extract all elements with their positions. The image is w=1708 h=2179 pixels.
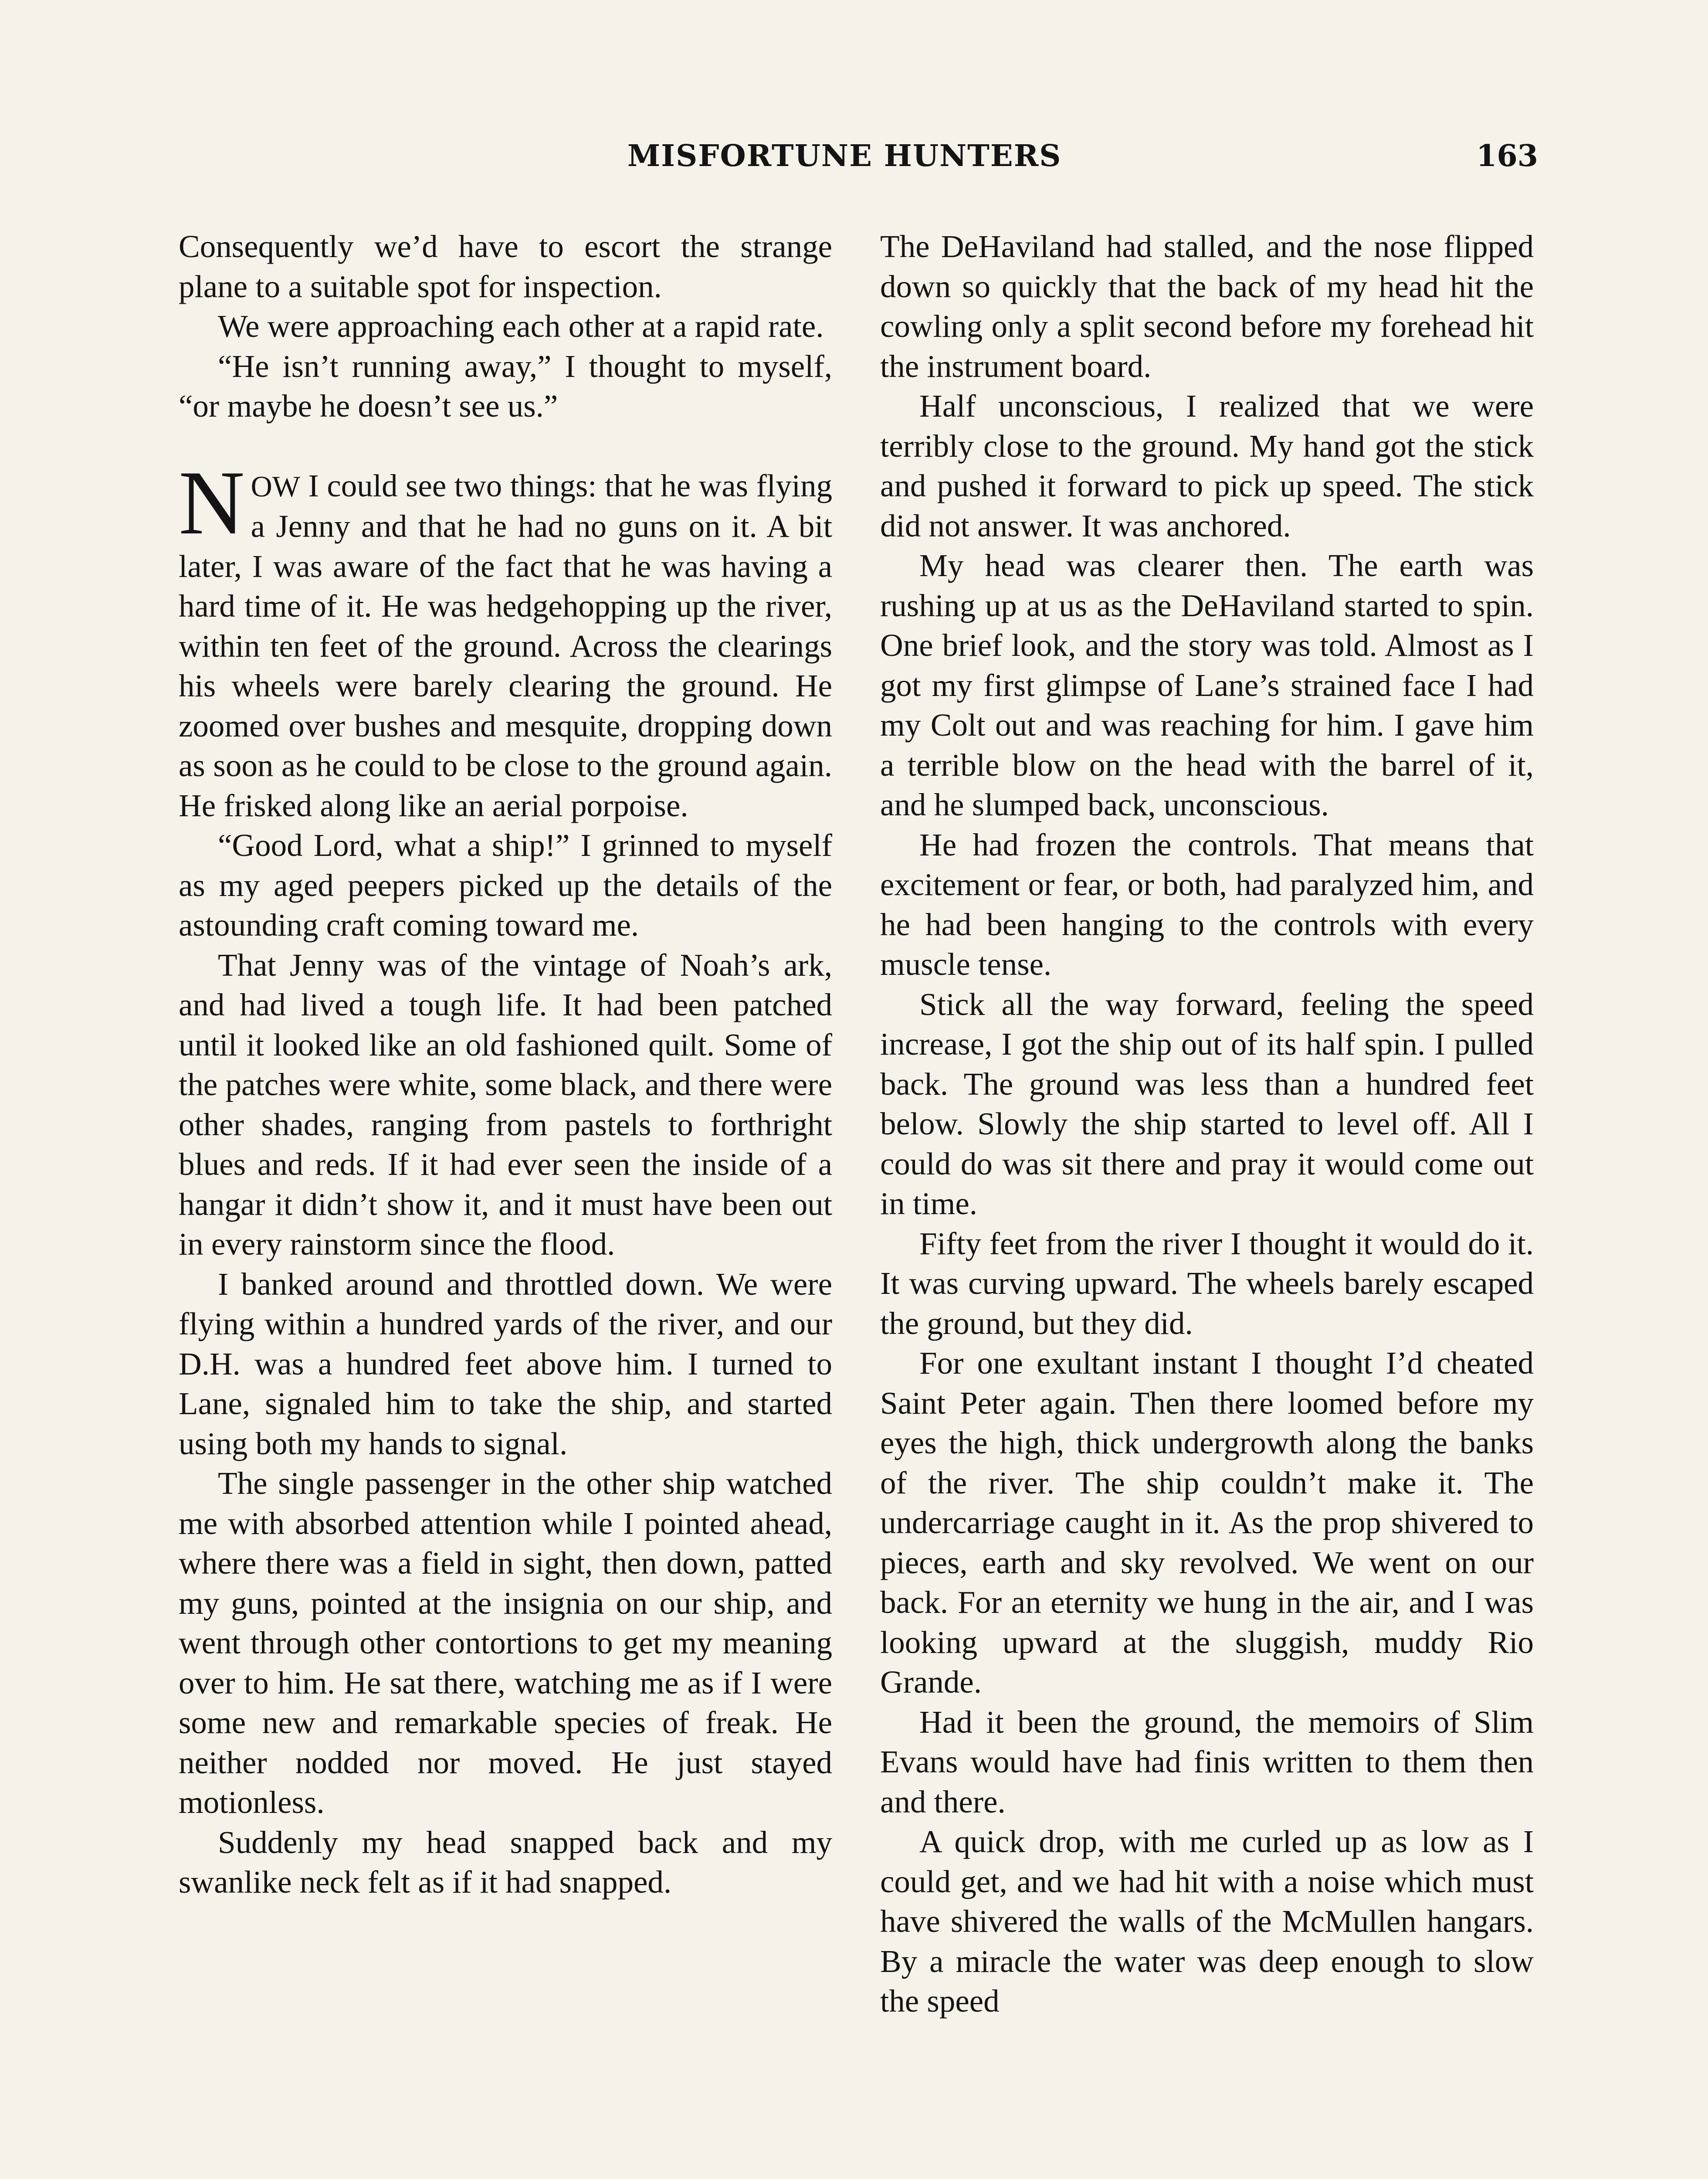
paragraph: Stick all the way forward, feeling the speed increase, I got the ship out of its half spin. I pulled back. The ground was less than a hundred feet below. Slowly the ship started to level off. All I could do was sit there and pray it would come out in time. [880,986,1534,1221]
drop-cap: N [179,452,245,553]
page-number: 163 [1476,139,1538,173]
paragraph: Fifty feet from the river I thought it would do it. It was curving upward. The wheels barely escaped the ground, but they did. [880,1225,1534,1341]
paragraph: Suddenly my head snapped back and my swanlike neck felt as if it had snapped. [179,1824,832,1900]
paragraph-text: I could see two things: that he was flying a Jenny and that he had no guns on it. A bit later, I was aware of the fact that he was having a hard time of it. He was hedgehopping up the river, within ten feet of the ground. Across the clearings his wheels were barely clearing the ground. He zoomed over bushes and mesquite, dropping down as soon as he could to be close to the ground again. He frisked along like an aerial porpoise. [179,468,832,823]
paragraph: We were approaching each other at a rapid rate. [218,309,824,344]
paragraph: “Good Lord, what a ship!” I grinned to myself as my aged peepers picked up the details of the astounding craft coming toward me. [179,828,832,943]
left-column [179,227,832,2179]
right-column [880,227,1534,2179]
running-title: MISFORTUNE HUNTERS [627,139,1062,173]
paragraph: A quick drop, with me curled up as low as I could get, and we had hit with a noise which must have shivered the walls of the McMullen hangars. By a miracle the water was deep enough to slow the speed [880,1824,1534,2019]
small-caps-lead: OW [251,469,300,503]
section-opening-paragraph [179,452,832,826]
paragraph: For one exultant instant I thought I’d cheated Saint Peter again. Then there loomed before my eyes the high, thick undergrowth along the banks of the river. The ship couldn’t make it. The undercarriage caught in it. As the prop shivered to pieces, earth and sky revolved. We went on our back. For an eternity we hung in the air, and I was looking upward at the sluggish, muddy Rio Grande. [880,1345,1534,1700]
paragraph: The single passenger in the other ship watched me with absorbed attention while I pointed ahead, where there was a field in sight, then down, patted my guns, pointed at the insignia on our ship, and went through other contortions to get my meaning over to him. He sat there, watching me as if I were some new and remarkable species of freak. He neither nodded nor moved. He just stayed motionless. [179,1466,832,1820]
paragraph: Had it been the ground, the memoirs of Slim Evans would have had finis written to them then and there. [880,1704,1534,1819]
paragraph: Half unconscious, I realized that we were terribly close to the ground. My hand got the stick and pushed it forward to pick up speed. The stick did not answer. It was anchored. [880,388,1534,543]
paragraph: He had frozen the controls. That means that excitement or fear, or both, had paralyzed him, and he had been hanging to the controls with every muscle tense. [880,827,1534,982]
paragraph: Consequently we’d have to escort the strange plane to a suitable spot for inspection. [179,229,832,304]
paragraph: The DeHaviland had stalled, and the nose flipped down so quickly that the back of my head hit the cowling only a split second before my forehead hit the instrument board. [880,229,1534,384]
paragraph: “He isn’t running away,” I thought to myself, “or maybe he doesn’t see us.” [179,348,832,424]
paragraph: I banked around and throttled down. We were flying within a hundred yards of the river, and our D.H. was a hundred feet above him. I turned to Lane, signaled him to take the ship, and started using both my hands to signal. [179,1266,832,1461]
paragraph: That Jenny was of the vintage of Noah’s ark, and had lived a tough life. It had been patched until it looked like an old fashioned quilt. Some of the patches were white, some black, and there were other shades, ranging from pastels to forthright blues and reds. If it had ever seen the inside of a hangar it didn’t show it, and it must have been out in every rainstorm since the flood. [179,947,832,1262]
paragraph: My head was clearer then. The earth was rushing up at us as the DeHaviland started to spin. One brief look, and the story was told. Almost as I got my first glimpse of Lane’s strained face I had my Colt out and was reaching for him. I gave him a terrible blow on the head with the barrel of it, and he slumped back, unconscious. [880,548,1534,822]
